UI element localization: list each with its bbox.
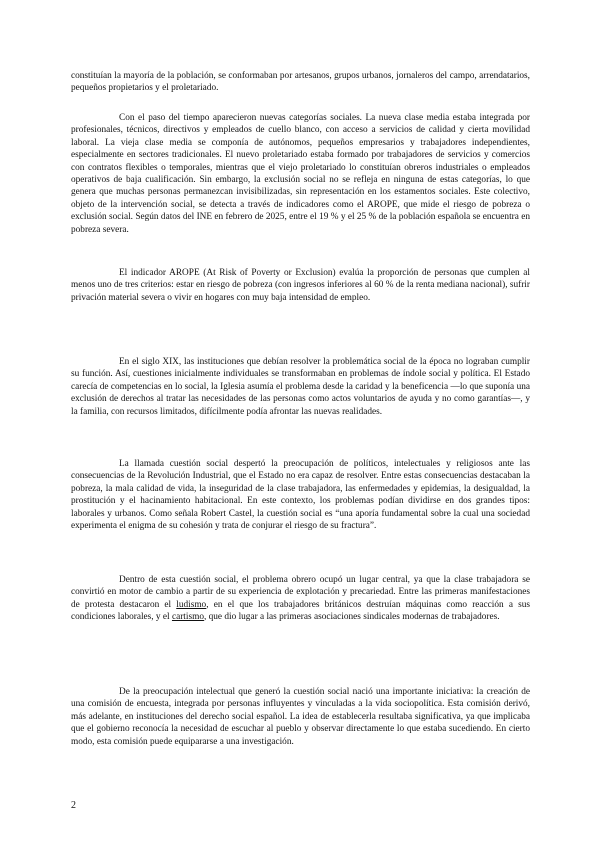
text-segment: , que dio lugar a las primeras asociaciones sindicales modernas de trabajadores. [203,612,500,623]
paragraph-survey-commission [71,686,530,748]
page-number: 2 [71,800,76,811]
paragraph-new-social-categories [71,112,530,236]
paragraph-continuation [71,70,530,95]
paragraph-text: De la preocupación intelectual que generó la cuestión social nació una importante iniciativa: la creación de una comisión de encuesta, integrada por personas influyentes y vinculadas a la vida sociopolítica. Esta comisión derivó, más adelante, en instituciones del derecho social español. La idea de establecerla resultaba significativa, ya que implicaba que el gobierno reconocía la necesidad de escuchar al pueblo y observar directamente lo que estaba sucediendo. En cierto modo, esta comisión puede equipararse a una investigación. [71,687,530,747]
ludismo-term: ludismo [176,599,207,610]
paragraph-worker-problem [71,574,530,624]
paragraph-text: En el siglo XIX, las instituciones que debían resolver la problemática social de la época no lograban cumplir su función. Así, cuestiones inicialmente individuales se transformaban en problemas de índole social y política. El Estado carecía de competencias en lo social, la Iglesia asumía el problema desde la caridad y la beneficencia —lo que suponía una exclusión de derechos al tratar las necesidades de las personas como actos voluntarios de ayuda y no como garantías—, y la familia, con recursos limitados, difícilmente podía afrontar las nuevas realidades. [71,357,530,417]
paragraph-arope-indicator [71,267,530,304]
text-segment: Dentro de esta cuestión social, el problema obrero ocupó un lugar central, ya que la clase trabajadora se convirtió en motor de cambio a partir de su experiencia de explotación y precariedad. Entre las primeras manifestaciones de protesta destacaron el [71,575,530,610]
paragraph-text: constituían la mayoría de la población, se conformaban por artesanos, grupos urbanos, jornaleros del campo, arrendatarios, pequeños propietarios y el proletariado. [71,71,530,94]
cartismo-term: cartismo [171,612,204,623]
paragraph-social-question [71,458,530,532]
paragraph-text: La llamada cuestión social despertó la preocupación de políticos, intelectuales y religiosos ante las consecuencias de la Revolución Industrial, que el Estado no era capaz de resolver. Entre estas consecuencias destacaban la pobreza, la mala calidad de vida, la inseguridad de la clase trabajadora, las enfermedades y epidemias, la desigualdad, la prostitución y el hacinamiento habitacional. En este contexto, los problemas podían dividirse en dos grandes tipos: laborales y urbanos. Como señala Robert Castel, la cuestión social es “una aporía fundamental sobre la cual una sociedad experimenta el enigma de su cohesión y trata de conjurar el riesgo de su fractura”. [71,459,530,532]
paragraph-nineteenth-century [71,356,530,418]
text-segment: , en el que los trabajadores británicos destruían máquinas como reacción a sus condiciones laborales, y el [71,599,530,623]
paragraph-text [71,574,530,624]
paragraph-text: El indicador AROPE (At Risk of Poverty or Exclusion) evalúa la proporción de personas que cumplen al menos uno de tres criterios: estar en riesgo de pobreza (con ingresos inferiores al 60 % de la renta mediana nacional), sufrir privación material severa o vivir en hogares con muy baja intensidad de empleo. [71,268,530,303]
paragraph-text: Con el paso del tiempo aparecieron nuevas categorías sociales. La nueva clase media estaba integrada por profesionales, técnicos, directivos y empleados de cuello blanco, con acceso a servicios de calidad y cierta movilidad laboral. La vieja clase media se componía de autónomos, pequeños empresarios y trabajadores independientes, especialmente en sectores tradicionales. El nuevo proletariado estaba formado por trabajadores de servicios y comercios con contratos flexibles o temporales, mientras que el viejo proletariado lo constituían obreros industriales o empleados operativos de baja cualificación. Sin embargo, la exclusión social no se refleja en ninguna de estas categorías, lo que genera que muchas personas permanezcan invisibilizadas, sin representación en los estamentos sociales. Este colectivo, objeto de la intervención social, se detecta a través de indicadores como el AROPE, que mide el riesgo de pobreza o exclusión social. Según datos del INE en febrero de 2025, entre el 19 % y el 25 % de la población española se encuentra en pobreza severa. [71,113,530,235]
